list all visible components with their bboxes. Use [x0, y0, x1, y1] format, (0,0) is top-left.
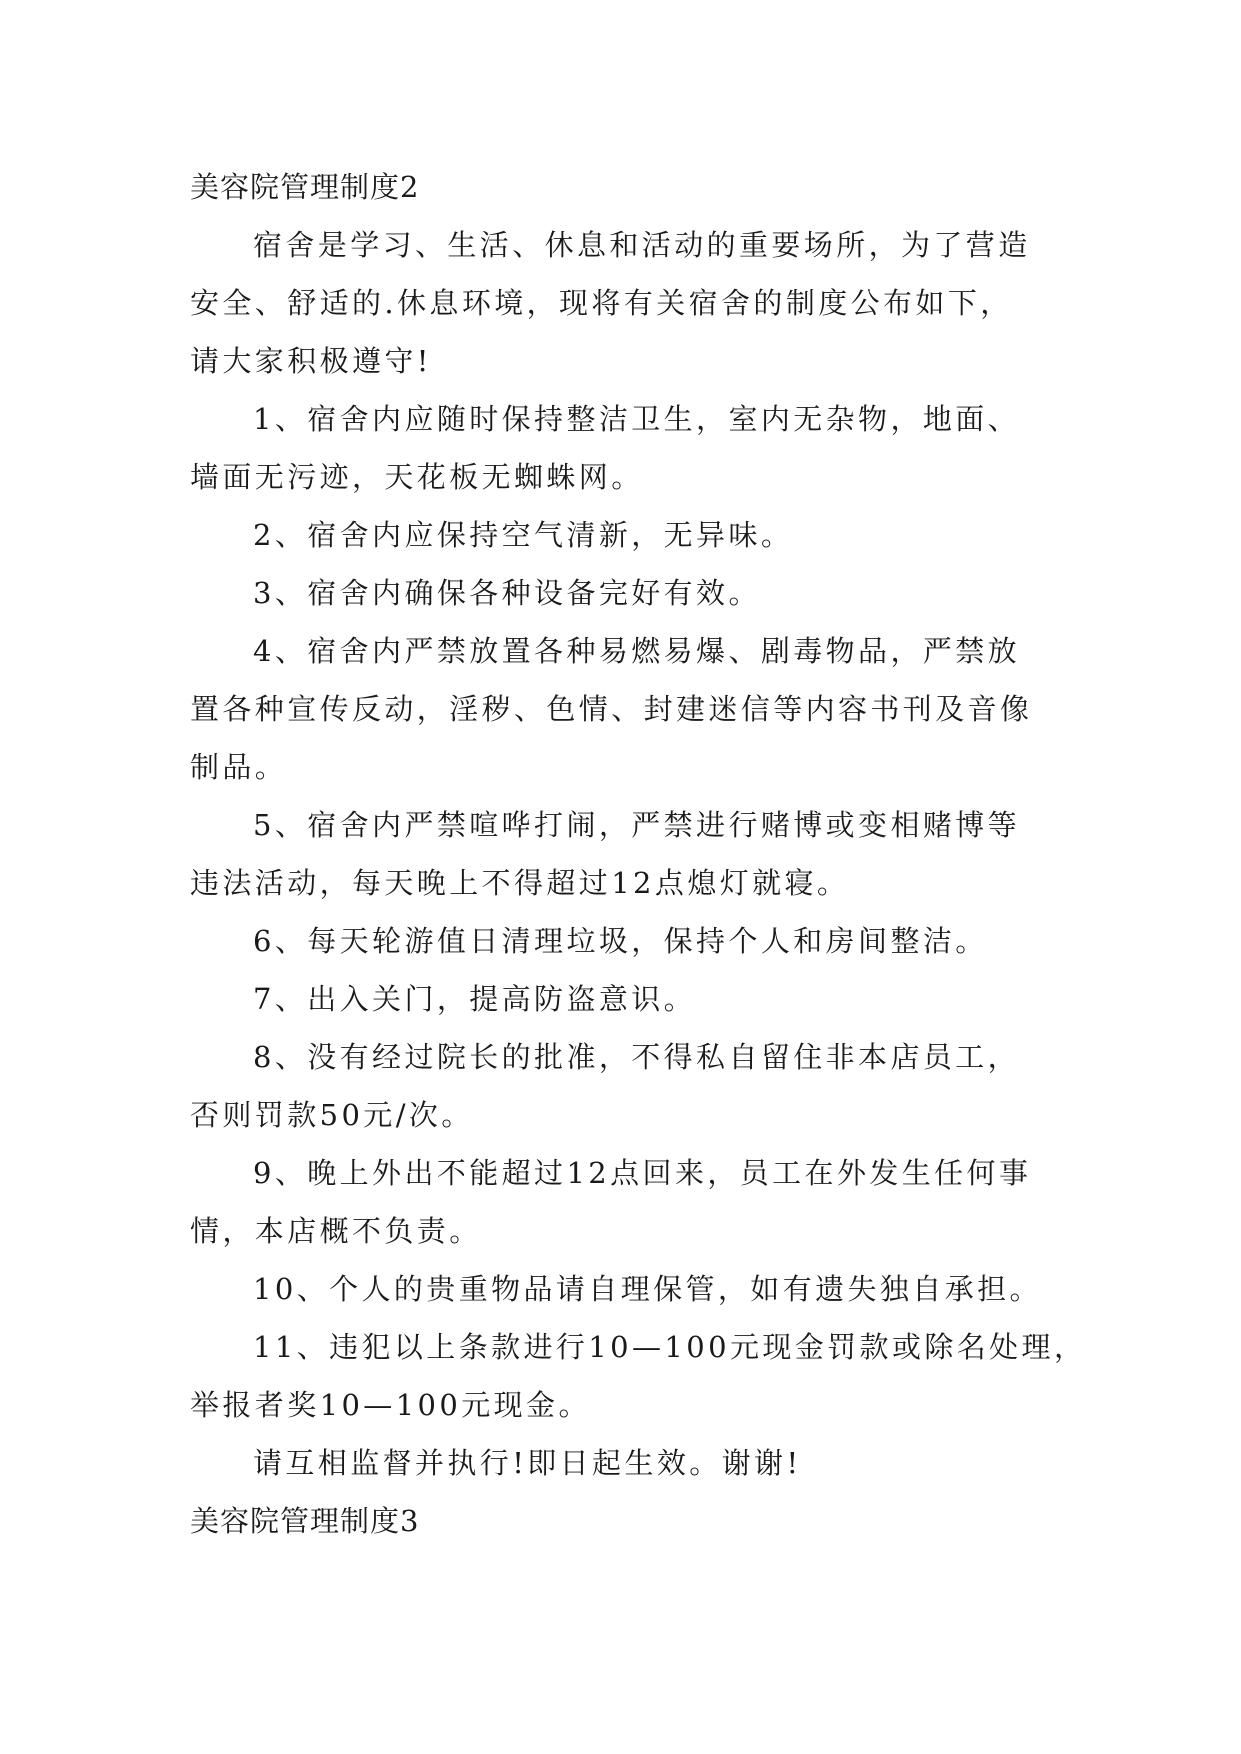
- rule-3: 3、宿舍内确保各种设备完好有效。: [253, 576, 761, 610]
- rule-11-line-2: 举报者奖10—100元现金。: [190, 1388, 591, 1422]
- rule-7: 7、出入关门，提高防盗意识。: [253, 982, 697, 1016]
- rule-1-line-2: 墙面无污迹，天花板无蜘蛛网。: [190, 460, 644, 494]
- section-heading-2: 美容院管理制度2: [190, 170, 420, 204]
- rule-4-line-1: 4、宿舍内严禁放置各种易燃易爆、剧毒物品，严禁放: [253, 634, 1021, 668]
- rule-2: 2、宿舍内应保持空气清新，无异味。: [253, 518, 794, 552]
- rule-8-line-1: 8、没有经过院长的批准，不得私自留住非本店员工，: [253, 1040, 1021, 1074]
- rule-4-line-2: 置各种宣传反动，淫秽、色情、封建迷信等内容书刊及音像: [190, 692, 1033, 726]
- document-body: [190, 158, 1087, 1550]
- rule-5-line-1: 5、宿舍内严禁喧哗打闹，严禁进行赌博或变相赌博等: [253, 808, 1021, 842]
- intro-line-2: 安全、舒适的.休息环境，现将有关宿舍的制度公布如下，: [190, 286, 1013, 320]
- rule-9-line-1: 9、晚上外出不能超过12点回来，员工在外发生任何事: [253, 1156, 1032, 1190]
- rule-4-line-3: 制品。: [190, 750, 288, 784]
- rule-8-line-2: 否则罚款50元/次。: [190, 1098, 474, 1132]
- section-heading-3: 美容院管理制度3: [190, 1504, 420, 1538]
- intro-line-3: 请大家积极遵守!: [190, 344, 432, 378]
- intro-line-1: 宿舍是学习、生活、休息和活动的重要场所，为了营造: [253, 228, 1031, 262]
- rule-9-line-2: 情，本店概不负责。: [190, 1214, 482, 1248]
- rule-11-line-1: 11、违犯以上条款进行10—100元现金罚款或除名处理，: [253, 1330, 1087, 1364]
- closing-line: 请互相监督并执行!即日起生效。谢谢!: [253, 1446, 802, 1480]
- rule-10: 10、个人的贵重物品请自理保管，如有遗失独自承担。: [253, 1272, 1042, 1306]
- rule-6: 6、每天轮游值日清理垃圾，保持个人和房间整洁。: [253, 924, 988, 958]
- rule-1-line-1: 1、宿舍内应随时保持整洁卫生，室内无杂物，地面、: [253, 402, 1021, 436]
- rule-5-line-2: 违法活动，每天晚上不得超过12点熄灯就寝。: [190, 866, 850, 900]
